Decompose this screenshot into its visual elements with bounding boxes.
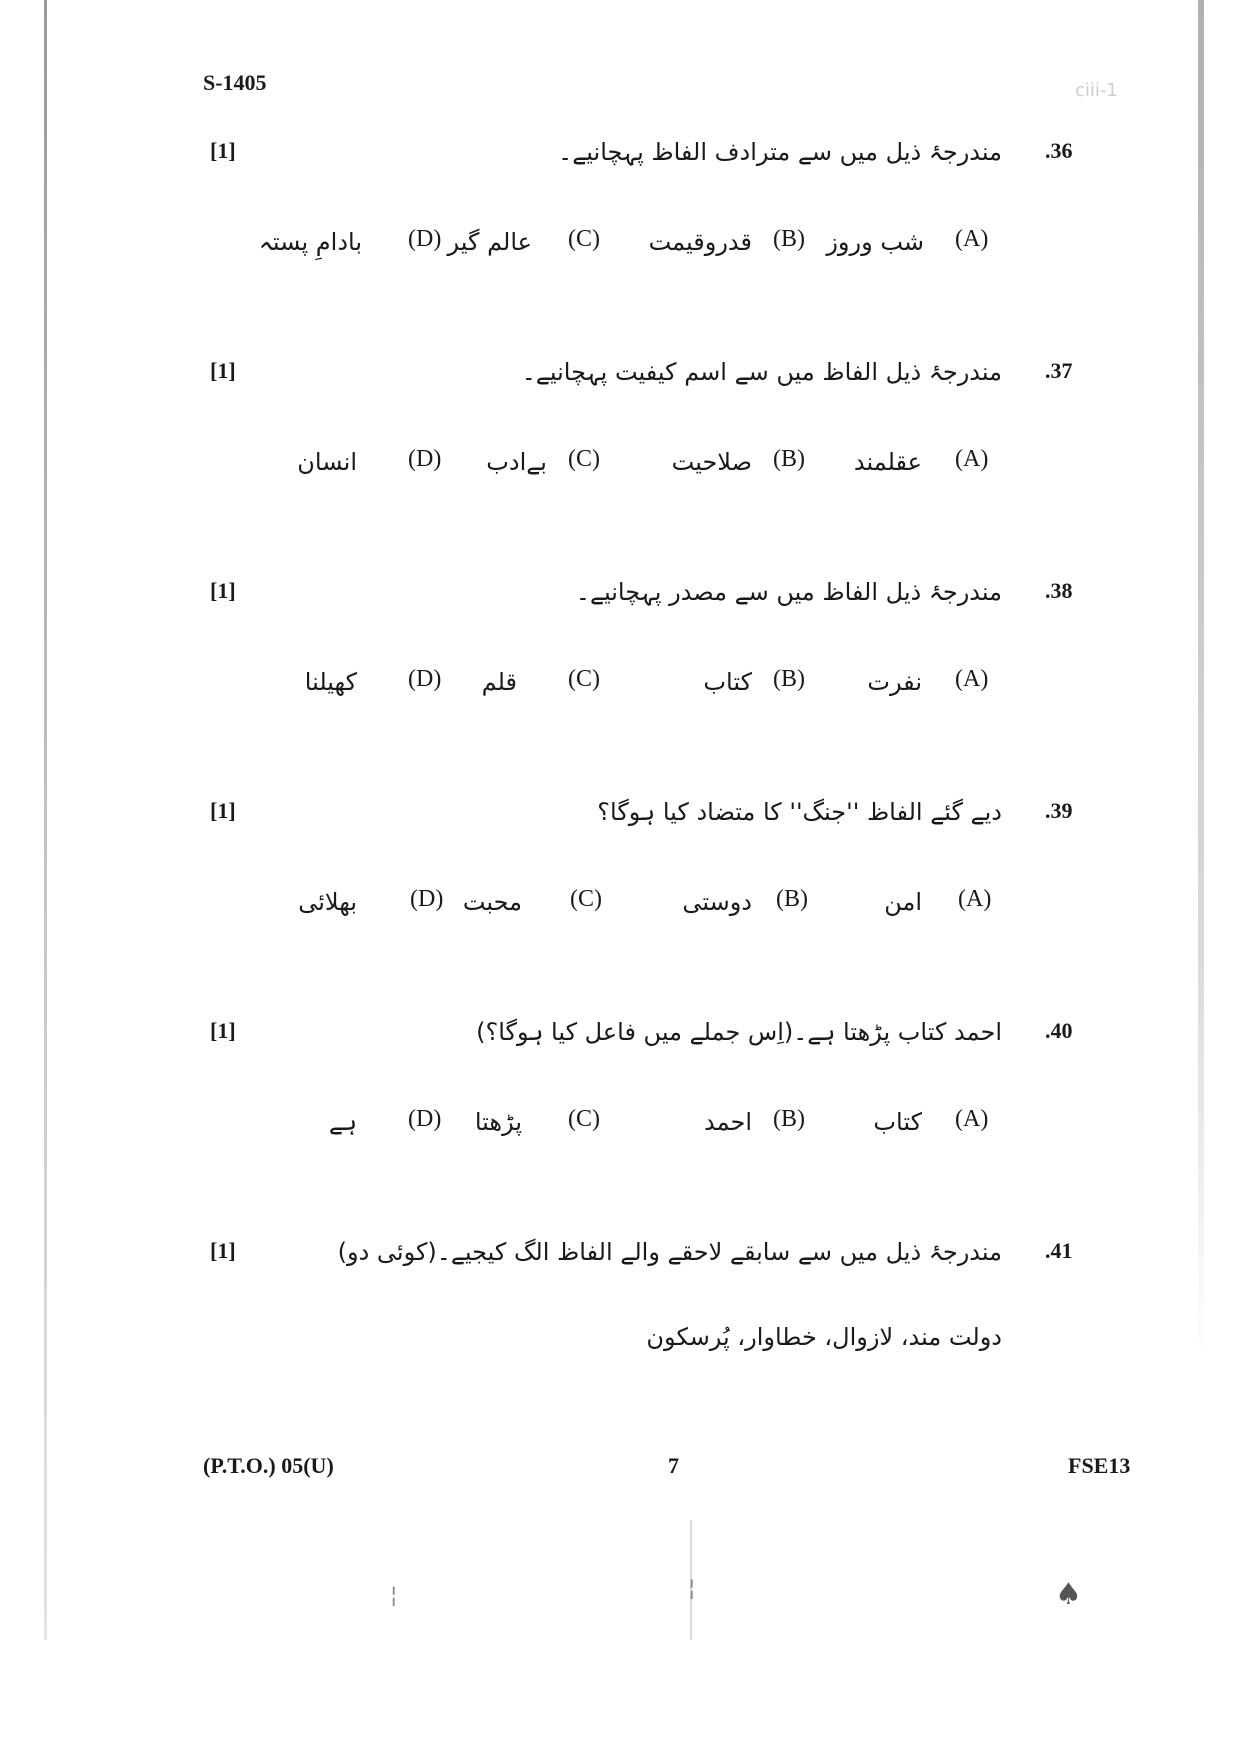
option-d-letter: (D) [408,226,442,252]
question-number: .39 [1045,798,1073,823]
option-c-text: بےادب [486,448,547,476]
option-c-letter: (C) [568,1106,600,1132]
option-c-letter: (C) [568,446,600,472]
question-text: مندرجۂ ذیل الفاظ میں سے اسم کیفیت پہچانیے۔ [521,358,1002,386]
question-text: مندرجۂ ذیل الفاظ میں سے مصدر پہچانیے۔ [575,578,1002,606]
option-b-letter: (B) [773,446,805,472]
option-c-letter: (C) [568,666,600,692]
option-a-text: نفرت [867,668,922,696]
option-a-text: امن [884,888,922,916]
option-c-text: محبت [462,888,522,916]
option-d-text: انسان [297,448,357,476]
option-c-letter: (C) [568,226,600,252]
option-b-text: قدروقیمت [648,228,752,256]
option-a-letter: (A) [955,666,989,692]
option-d-letter: (D) [408,1106,442,1132]
option-d-text: کھیلنا [304,668,357,696]
option-c-text: عالم گیر [447,228,532,256]
question-marks: [1] [210,1238,236,1263]
question-number: .36 [1045,138,1073,163]
question-marks: [1] [210,578,236,603]
question-36 [0,130,1242,270]
question-38 [0,570,1242,710]
options-row [0,440,1242,490]
question-number: .37 [1045,358,1073,383]
question-37 [0,350,1242,490]
option-a-letter: (A) [955,446,989,472]
question-text: مندرجۂ ذیل میں سے مترادف الفاظ پہچانیے۔ [558,138,1002,166]
paper-code: S-1405 [203,70,267,95]
option-c-text: پڑھتا [474,1108,522,1136]
option-c-text: قلم [481,668,517,696]
option-b-text: دوستی [682,888,752,916]
footer-pto: (P.T.O.) 05(U) [203,1453,334,1478]
scan-smudge-mark: ¦ [688,1576,696,1601]
question-number: .40 [1045,1018,1073,1043]
question-marks: [1] [210,138,236,163]
question-marks: [1] [210,358,236,383]
option-d-letter: (D) [410,886,444,912]
option-b-text: کتاب [703,668,752,696]
option-a-letter: (A) [955,1106,989,1132]
question-marks: [1] [210,1018,236,1043]
option-b-text: احمد [704,1108,752,1136]
question-text: مندرجۂ ذیل میں سے سابقے لاحقے والے الفاظ الگ کیجیے۔(کوئی دو) [337,1238,1002,1266]
option-a-text: کتاب [873,1108,922,1136]
option-a-letter: (A) [955,226,989,252]
question-40 [0,1010,1242,1150]
option-d-text: بادامِ پستہ [258,228,362,256]
option-b-letter: (B) [773,666,805,692]
option-c-letter: (C) [570,886,602,912]
question-number: .41 [1045,1238,1073,1263]
question-text: احمد کتاب پڑھتا ہے۔(اِس جملے میں فاعل کیا ہوگا؟) [476,1018,1002,1046]
faint-code: ciii-1 [1075,80,1118,101]
options-row [0,1100,1242,1150]
option-a-letter: (A) [958,886,992,912]
option-b-letter: (B) [773,1106,805,1132]
option-a-text: شب وروز [826,228,924,256]
option-a-text: عقلمند [853,448,922,476]
word-list: دولت مند، لازوال، خطاوار، پُرسکون [646,1323,1002,1351]
question-41 [0,1230,1242,1351]
page-number: 7 [668,1453,679,1478]
option-d-letter: (D) [408,666,442,692]
footer-code: FSE13 [1068,1453,1131,1478]
question-39 [0,790,1242,930]
question-text: دیے گئے الفاظ ''جنگ'' کا متضاد کیا ہوگا؟ [597,798,1002,826]
option-b-text: صلاحیت [671,448,752,476]
scan-smudge-mark: ¦ [390,1583,398,1608]
option-b-letter: (B) [776,886,808,912]
options-row [0,880,1242,930]
scan-smudge-mark: ♠ [1055,1577,1082,1612]
option-b-letter: (B) [773,226,805,252]
option-d-text: ہے [328,1108,357,1136]
question-marks: [1] [210,798,236,823]
options-row [0,220,1242,270]
option-d-letter: (D) [408,446,442,472]
option-d-text: بھلائی [298,888,357,916]
options-row [0,660,1242,710]
question-number: .38 [1045,578,1073,603]
